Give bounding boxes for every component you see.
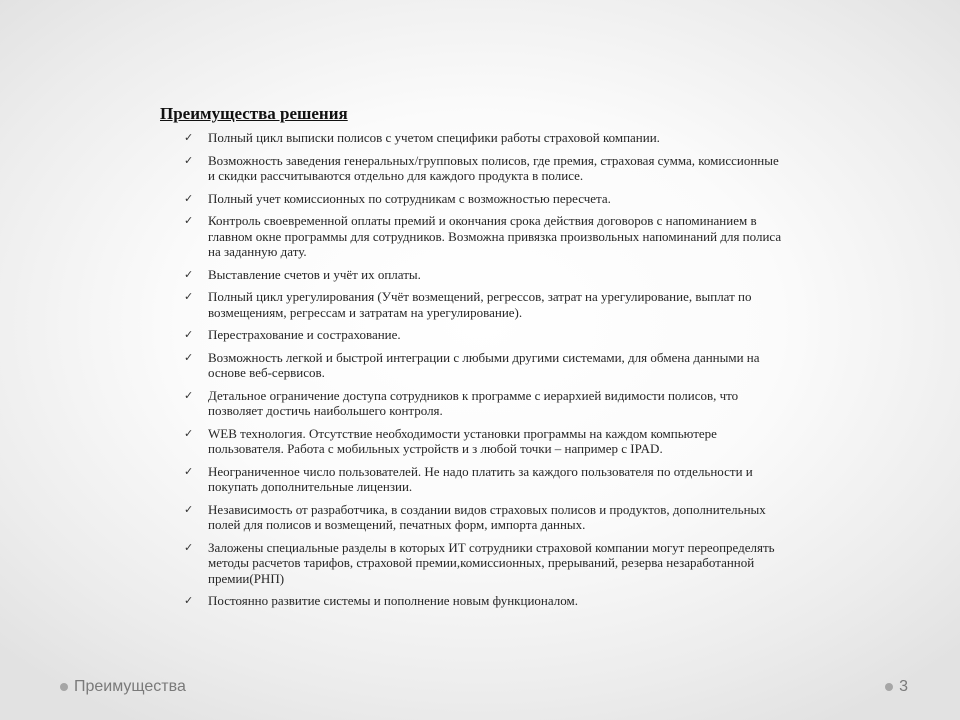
list-item-text: Постоянно развитие системы и пополнение новым функционалом. bbox=[208, 593, 578, 608]
list-item bbox=[184, 327, 788, 343]
dot-icon bbox=[60, 683, 68, 691]
slide-heading: Преимущества решения bbox=[160, 104, 348, 123]
check-icon: ✓ bbox=[184, 540, 194, 554]
page-number-text: 3 bbox=[899, 678, 908, 695]
footer-page-number bbox=[885, 678, 908, 696]
check-icon: ✓ bbox=[184, 594, 194, 607]
footer-title bbox=[60, 678, 186, 696]
list-item-text: Возможность заведения генеральных/групповых полисов, где премия, страховая сумма, комиссионные и скидки рассчитываются отдельно для каждого продукта в полисе. bbox=[208, 152, 779, 183]
footer-title-text: Преимущества bbox=[74, 678, 186, 695]
check-icon: ✓ bbox=[184, 388, 194, 402]
list-item-text: Возможность легкой и быстрой интеграции с любыми другими системами, для обмена данными на основе веб-сервисов. bbox=[208, 349, 760, 380]
list-item-text: WEB технология. Отсутствие необходимости установки программы на каждом компьютере пользователя. Работа с мобильных устройств и з любой точки – например с IPAD. bbox=[208, 425, 717, 456]
list-item-text: Выставление счетов и учёт их оплаты. bbox=[208, 266, 421, 282]
benefits-list bbox=[160, 130, 800, 609]
list-item bbox=[184, 502, 788, 533]
list-item bbox=[184, 130, 788, 146]
list-item-text: Независимость от разработчика, в создании видов страховых полисов и продуктов, дополнительных полей для полисов и возмещений, печатных форм, импорта данных. bbox=[208, 501, 766, 532]
check-icon: ✓ bbox=[184, 214, 194, 227]
list-item bbox=[184, 426, 788, 457]
check-icon: ✓ bbox=[184, 502, 194, 516]
check-icon: ✓ bbox=[184, 464, 194, 478]
check-icon: ✓ bbox=[184, 267, 194, 281]
list-item-text: Полный учет комиссионных по сотрудникам с возможностью пересчета. bbox=[208, 190, 611, 206]
list-item bbox=[184, 153, 788, 184]
list-item bbox=[184, 388, 788, 419]
check-icon: ✓ bbox=[184, 153, 194, 167]
check-icon: ✓ bbox=[184, 328, 194, 341]
list-item bbox=[184, 464, 788, 495]
list-item-text: Неограниченное число пользователей. Не надо платить за каждого пользователя по отдельности и покупать дополнительные лицензии. bbox=[208, 463, 753, 494]
list-item-text: Контроль своевременной оплаты премий и окончания срока действия договоров с напоминанием в главном окне программы для сотрудников. Возможна привязка произвольных напоминаний для полиса на заданную дату. bbox=[208, 213, 782, 259]
list-item-text: Полный цикл выписки полисов с учетом специфики работы страховой компании. bbox=[208, 130, 660, 145]
list-item bbox=[184, 267, 788, 283]
check-icon: ✓ bbox=[184, 426, 194, 440]
list-item bbox=[184, 540, 788, 587]
check-icon: ✓ bbox=[184, 350, 194, 364]
check-icon: ✓ bbox=[184, 290, 194, 303]
list-item bbox=[184, 593, 788, 609]
list-item-text: Детальное ограничение доступа сотрудников к программе с иерархией видимости полисов, что позволяет достичь наибольшего контроля. bbox=[208, 387, 739, 418]
check-icon: ✓ bbox=[184, 131, 194, 144]
dot-icon bbox=[885, 683, 893, 691]
list-item bbox=[184, 191, 788, 207]
list-item bbox=[184, 289, 788, 320]
list-item bbox=[184, 213, 788, 260]
list-item-text: Полный цикл урегулирования (Учёт возмещений, регрессов, затрат на урегулирование, выплат по возмещениям, регрессам и затратам на урегулирование). bbox=[208, 289, 752, 320]
list-item-text: Перестрахование и сострахование. bbox=[208, 327, 401, 342]
list-item bbox=[184, 350, 788, 381]
check-icon: ✓ bbox=[184, 191, 194, 205]
slide-content bbox=[160, 104, 800, 616]
list-item-text: Заложены специальные разделы в которых ИТ сотрудники страховой компании могут переопределять методы расчетов тарифов, страховой премии,комиссионных, прерываний, резерва незаработанной премии(РНП) bbox=[208, 539, 775, 586]
